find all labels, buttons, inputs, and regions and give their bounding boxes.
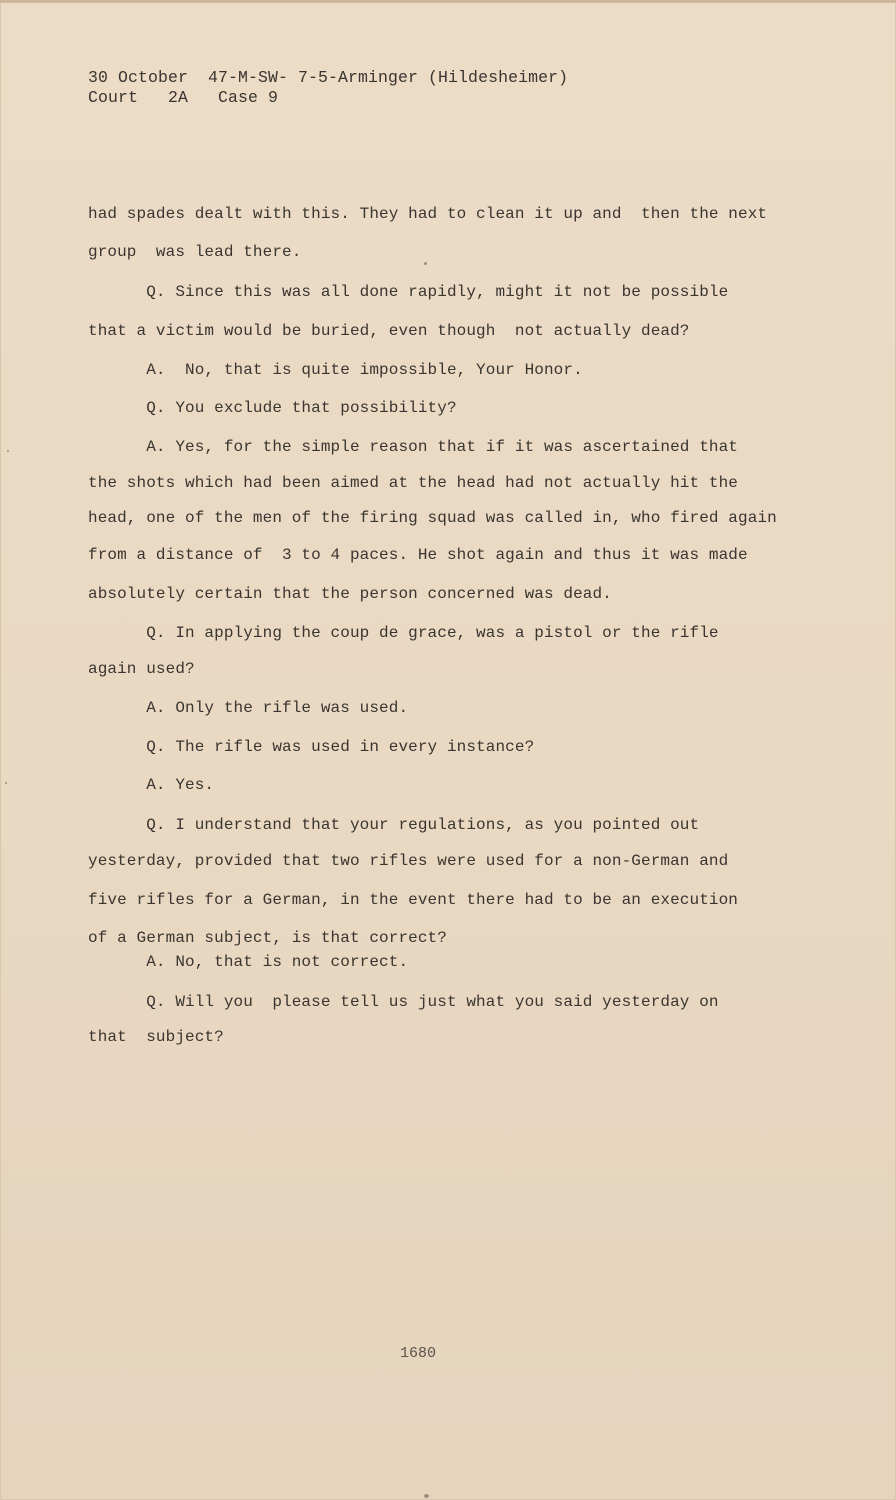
text-line-13: again used? <box>88 660 195 678</box>
paper-speck <box>7 450 9 452</box>
text-line-23: that subject? <box>88 1028 224 1046</box>
header-line-court: Court 2A Case 9 <box>88 88 279 107</box>
text-line-9: head, one of the men of the firing squad was called in, who fired again <box>88 509 777 527</box>
text-line-21: A. No, that is not correct. <box>88 953 409 971</box>
text-line-6: Q. You exclude that possibility? <box>88 399 457 417</box>
text-line-8: the shots which had been aimed at the head had not actually hit the <box>88 474 739 492</box>
text-line-22: Q. Will you please tell us just what you said yesterday on <box>88 993 719 1011</box>
text-line-17: Q. I understand that your regulations, as you pointed out <box>88 816 700 834</box>
page-top-edge <box>0 0 896 3</box>
text-line-5: A. No, that is quite impossible, Your Honor. <box>88 361 583 379</box>
text-line-19: five rifles for a German, in the event there had to be an execution <box>88 891 739 909</box>
text-line-18: yesterday, provided that two rifles were used for a non-German and <box>88 852 729 870</box>
paper-speck <box>424 1494 429 1498</box>
text-line-16: A. Yes. <box>88 776 215 794</box>
text-line-10: from a distance of 3 to 4 paces. He shot again and thus it was made <box>88 546 748 564</box>
text-line-1: had spades dealt with this. They had to clean it up and then the next <box>88 205 768 223</box>
text-line-15: Q. The rifle was used in every instance? <box>88 738 535 756</box>
text-line-3: Q. Since this was all done rapidly, might it not be possible <box>88 283 729 301</box>
text-line-7: A. Yes, for the simple reason that if it was ascertained that <box>88 438 739 456</box>
text-line-2: group was lead there. <box>88 243 302 261</box>
text-line-14: A. Only the rifle was used. <box>88 699 409 717</box>
text-line-11: absolutely certain that the person concerned was dead. <box>88 585 612 603</box>
text-line-20: of a German subject, is that correct? <box>88 929 447 947</box>
text-line-4: that a victim would be buried, even though not actually dead? <box>88 322 690 340</box>
page-number: 1680 <box>400 1345 437 1362</box>
paper-speck <box>5 782 7 784</box>
header-line-date-case: 30 October 47-M-SW- 7-5-Arminger (Hildesheimer) <box>88 68 569 87</box>
paper-speck <box>424 262 427 265</box>
text-line-12: Q. In applying the coup de grace, was a pistol or the rifle <box>88 624 719 642</box>
